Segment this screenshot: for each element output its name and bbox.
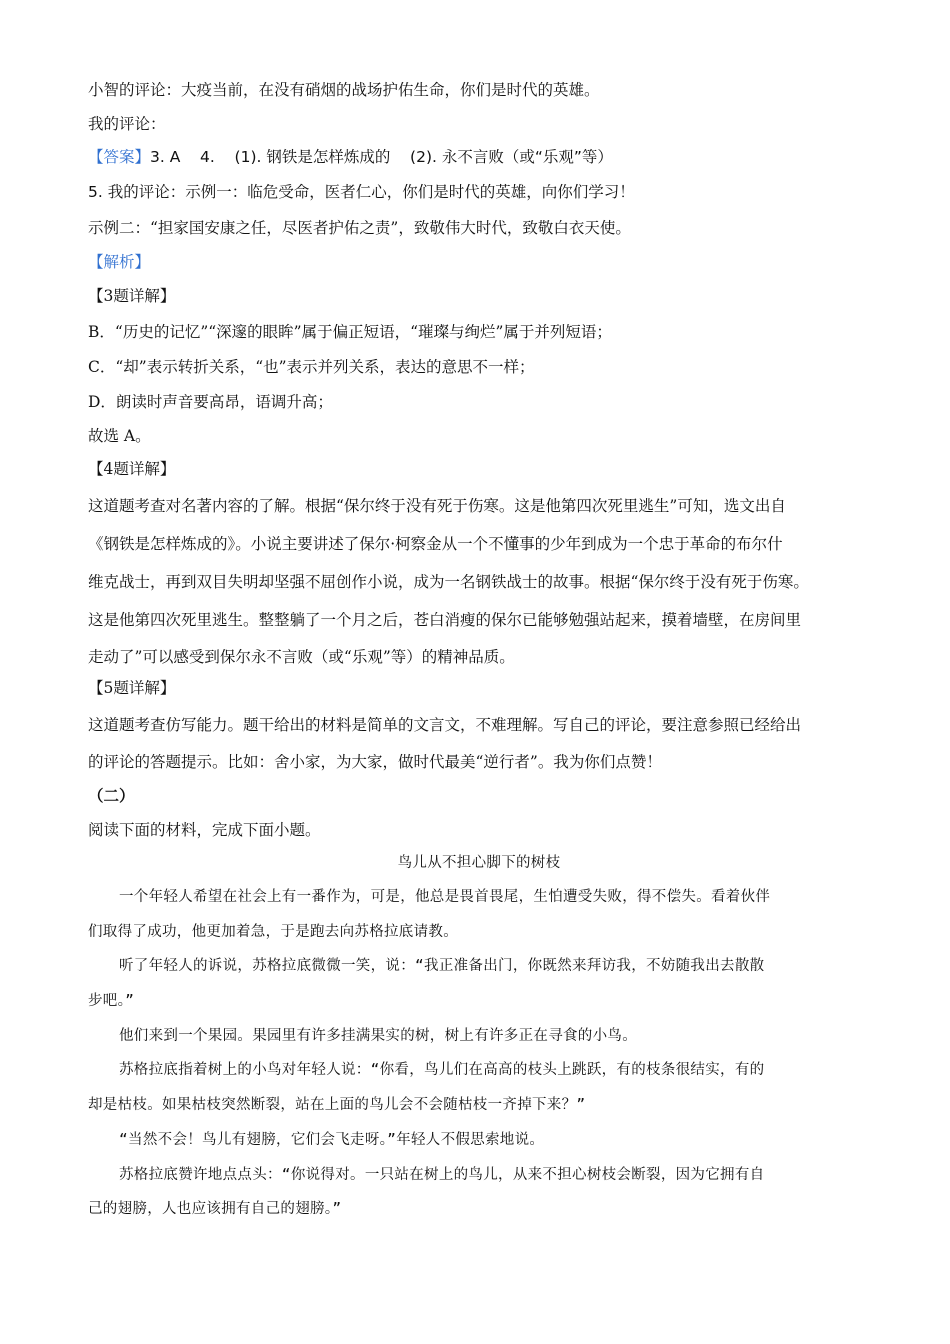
answer-5-example-2: 示例二：“担家国安康之任，尽医者护佑之责”，致敬伟大时代，致敬白衣天使。 xyxy=(88,219,631,237)
q3-choice: 故选 A。 xyxy=(88,427,151,445)
story-p1-line-1: 一个年轻人希望在社会上有一番作为，可是，他总是畏首畏尾，生怕遭受失败，得不偿失。看着伙伴 xyxy=(119,889,771,905)
answer-text: 3. A 4. (1). 钢铁是怎样炼成的 (2). 永不言败（或“乐观”等） xyxy=(150,148,613,166)
q3-option-b: B．“历史的记忆”“深邃的眼眸”属于偏正短语，“璀璨与绚烂”属于并列短语； xyxy=(88,323,612,341)
story-title: 鸟儿从不担心脚下的树枝 xyxy=(397,855,561,871)
story-p2-line-1: 听了年轻人的诉说，苏格拉底微微一笑，说：“我正准备出门，你既然来拜访我，不妨随我出去散散 xyxy=(119,958,765,974)
q5-line-2: 的评论的答题提示。比如：舍小家，为大家，做时代最美“逆行者”。我为你们点赞！ xyxy=(88,753,662,771)
q4-line-3: 维克战士，再到双目失明却坚强不屈创作小说，成为一名钢铁战士的故事。根据“保尔终于没有死于伤寒。 xyxy=(88,573,809,591)
q3-heading: 【3题详解】 xyxy=(88,287,176,305)
story-p6-line-1: 苏格拉底赞许地点点头：“你说得对。一只站在树上的鸟儿，从来不担心树枝会断裂，因为它拥有自 xyxy=(119,1167,765,1183)
my-comment-label: 我的评论： xyxy=(88,115,166,133)
story-p2-line-2: 步吧。” xyxy=(88,993,135,1009)
q3-option-c: C．“却”表示转折关系，“也”表示并列关系，表达的意思不一样； xyxy=(88,358,535,376)
q5-heading: 【5题详解】 xyxy=(88,679,176,697)
story-p6-line-2: 己的翅膀，人也应该拥有自己的翅膀。” xyxy=(88,1201,342,1217)
answer-5-example-1: 5. 我的评论：示例一：临危受命，医者仁心，你们是时代的英雄，向你们学习！ xyxy=(88,183,635,201)
story-p4-line-1: 苏格拉底指着树上的小鸟对年轻人说：“你看，鸟儿们在高高的枝头上跳跃，有的枝条很结实，有的 xyxy=(119,1062,765,1078)
xiaozhi-comment: 小智的评论：大疫当前，在没有硝烟的战场护佑生命，你们是时代的英雄。 xyxy=(88,81,600,99)
q4-line-1: 这道题考查对名著内容的了解。根据“保尔终于没有死于伤寒。这是他第四次死里逃生”可知，选文出自 xyxy=(88,497,786,515)
section-2-heading: （二） xyxy=(88,786,135,805)
analysis-tag: 【解析】 xyxy=(88,253,151,271)
story-p1-line-2: 们取得了成功，他更加着急，于是跑去向苏格拉底请教。 xyxy=(88,924,458,940)
answer-line xyxy=(88,147,613,167)
q3-option-d: D．朗读时声音要高昂，语调升高； xyxy=(88,393,333,411)
story-p4-line-2: 却是枯枝。如果枯枝突然断裂，站在上面的鸟儿会不会随枯枝一齐掉下来？” xyxy=(88,1097,586,1113)
q5-line-1: 这道题考查仿写能力。题干给出的材料是简单的文言文，不难理解。写自己的评论，要注意参照已经给出 xyxy=(88,716,802,734)
story-p3: 他们来到一个果园。果园里有许多挂满果实的树，树上有许多正在寻食的小鸟。 xyxy=(119,1028,637,1044)
q4-line-4: 这是他第四次死里逃生。整整躺了一个月之后，苍白消瘦的保尔已能够勉强站起来，摸着墙壁，在房间里 xyxy=(88,611,802,629)
q4-heading: 【4题详解】 xyxy=(88,460,176,478)
q4-line-5: 走动了”可以感受到保尔永不言败（或“乐观”等）的精神品质。 xyxy=(88,648,515,666)
story-p5: “当然不会！鸟儿有翅膀，它们会飞走呀。”年轻人不假思索地说。 xyxy=(119,1132,545,1148)
section-2-instruction: 阅读下面的材料，完成下面小题。 xyxy=(88,821,321,839)
q4-line-2: 《钢铁是怎样炼成的》。小说主要讲述了保尔·柯察金从一个不懂事的少年到成为一个忠于革命的布尔什 xyxy=(88,535,783,553)
answer-tag: 【答案】 xyxy=(88,148,151,166)
